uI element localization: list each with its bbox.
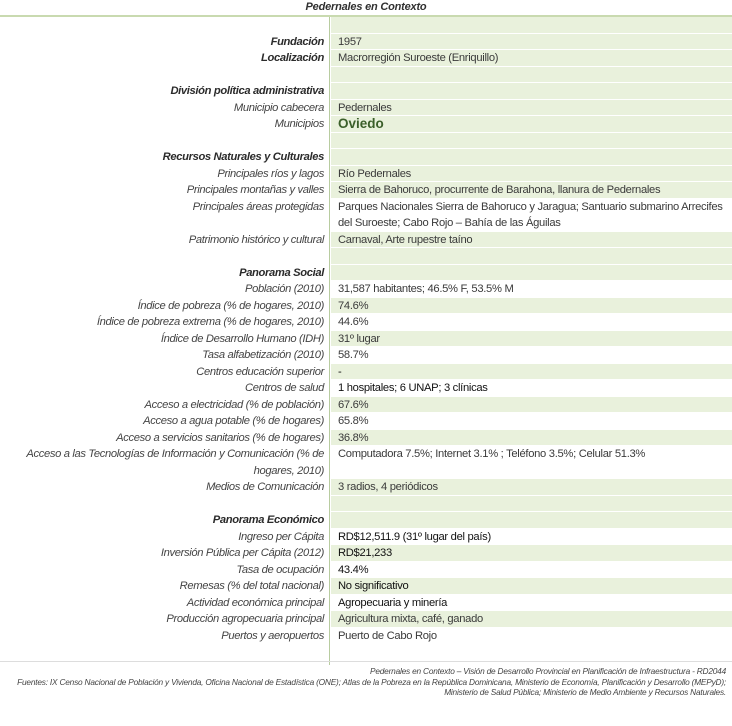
table-row [0,611,732,628]
table-row [0,34,732,51]
table-row [0,364,732,381]
table-row [0,545,732,562]
section-header-row [0,83,732,100]
row-label: Centros de salud [245,382,324,394]
row-value [331,248,732,264]
table-row [0,578,732,595]
table-row [0,446,732,479]
table-row [0,116,732,133]
row-label: Acceso a agua potable (% de hogares) [143,415,324,427]
table-row [0,314,732,331]
row-value: Macrorregión Suroeste (Enriquillo) [331,50,732,66]
row-label: Acceso a servicios sanitarios (% de hogares) [116,431,324,444]
section-header-row [0,265,732,282]
row-label: Medios de Comunicación [206,481,324,493]
row-value: RD$12,511.9 (31º lugar del país) [331,529,732,545]
row-value: 1 hospitales; 6 UNAP; 3 clínicas [331,380,732,396]
section-label: Panorama Social [239,266,324,279]
row-label: Índice de Desarrollo Humano (IDH) [160,332,324,345]
row-value [331,496,732,512]
row-label: Acceso a electricidad (% de población) [144,398,324,411]
row-value [331,17,732,33]
spacer-row [0,133,732,150]
footer-divider [0,661,732,662]
row-label: Principales áreas protegidas [192,200,324,213]
row-label: Puertos y aeropuertos [221,629,324,642]
row-value [331,133,732,149]
table-row [0,166,732,183]
context-table [0,17,732,644]
row-label: Municipio cabecera [233,101,324,114]
section-header-row [0,149,732,166]
row-label: Tasa alfabetización (2010) [202,349,324,361]
row-value: 65.8% [331,413,732,429]
table-row [0,562,732,579]
section-label: Fundación [270,35,324,48]
row-value: Agricultura mixta, café, ganado [331,611,732,627]
row-label: Principales montañas y valles [186,184,324,196]
row-label: Producción agropecuaria principal [166,613,324,625]
row-value: Parques Nacionales Sierra de Bahoruco y Jaragua; Santuario submarino Arrecifes del Suroeste; Cabo Rojo – Bahía de las Águilas [331,199,732,231]
table-row [0,430,732,447]
row-value: Puerto de Cabo Rojo [331,628,732,644]
row-label: Municipios [274,118,324,130]
row-value: 36.8% [331,430,732,446]
table-row [0,529,732,546]
row-value: 58.7% [331,347,732,363]
table-row [0,199,732,232]
row-value [331,67,732,83]
table-row [0,413,732,430]
table-row [0,347,732,364]
table-row [0,628,732,645]
table-row [0,232,732,249]
table-row [0,595,732,612]
row-value [331,149,732,165]
row-label: Inversión Pública per Cápita (2012) [160,547,324,559]
table-row [0,50,732,67]
row-label: Población (2010) [245,283,324,295]
table-row [0,331,732,348]
row-value: Pedernales [331,100,732,116]
row-value: - [331,364,732,380]
row-value: Agropecuaria y minería [331,595,732,611]
row-value: Río Pedernales [331,166,732,182]
row-value: Sierra de Bahoruco, procurrente de Barahona, llanura de Pedernales [331,182,732,198]
row-label: Principales ríos y lagos [217,167,324,180]
row-value: 67.6% [331,397,732,413]
row-value: 3 radios, 4 periódicos [331,479,732,495]
section-label: Localización [261,52,324,64]
row-label: Ingreso per Cápita [238,530,324,543]
footer-sources: Fuentes: IX Censo Nacional de Población y Vivienda, Oficina Nacional de Estadística (ONE); Atlas de la Pobreza en la República Dominicana, Ministerio de Economía, Planificación y Desarrollo (MEPyD); Ministerio de Salud Pública; Ministerio de Medio Ambiente y Recursos Naturales. [17,677,726,697]
row-value: 74.6% [331,298,732,314]
row-label: Índice de pobreza extrema (% de hogares, 2010) [96,316,324,328]
section-label: División política administrativa [170,85,324,97]
table-row [0,479,732,496]
row-value: No significativo [331,578,732,594]
row-label: Centros educación superior [196,365,324,378]
row-value: RD$21,233 [331,545,732,561]
row-label: Índice de pobreza (% de hogares, 2010) [137,299,324,312]
row-label: Remesas (% del total nacional) [179,580,324,592]
row-value: 31º lugar [331,331,732,347]
section-label: Recursos Naturales y Culturales [162,151,324,163]
spacer-row [0,17,732,34]
row-value [331,83,732,99]
table-row [0,281,732,298]
table-row [0,397,732,414]
row-value: Carnaval, Arte rupestre taíno [331,232,732,248]
row-value [331,512,732,528]
footer-credit: Pedernales en Contexto – Visión de Desarrollo Provincial en Planificación de Infraestructura - RD2044 [370,666,726,676]
spacer-row [0,248,732,265]
row-label: Acceso a las Tecnologías de Información y Comunicación (% de hogares, 2010) [26,448,324,477]
spacer-row [0,67,732,84]
row-value: 31,587 habitantes; 46.5% F, 53.5% M [331,281,732,297]
table-row [0,380,732,397]
spacer-row [0,496,732,513]
page-title: Pedernales en Contexto [305,1,427,13]
table-row [0,298,732,315]
row-value: 44.6% [331,314,732,330]
section-header-row [0,512,732,529]
table-row [0,100,732,117]
row-value: Computadora 7.5%; Internet 3.1% ; Teléfono 3.5%; Celular 51.3% [331,446,732,478]
table-row [0,182,732,199]
row-value: 43.4% [331,562,732,578]
section-label: Panorama Económico [212,514,324,526]
row-value: 1957 [331,34,732,50]
row-label: Actividad económica principal [186,596,324,609]
row-label: Tasa de ocupación [236,563,324,576]
row-label: Patrimonio histórico y cultural [188,233,324,246]
row-value [331,265,732,281]
row-value: Oviedo [331,116,732,132]
table-header [0,0,732,17]
